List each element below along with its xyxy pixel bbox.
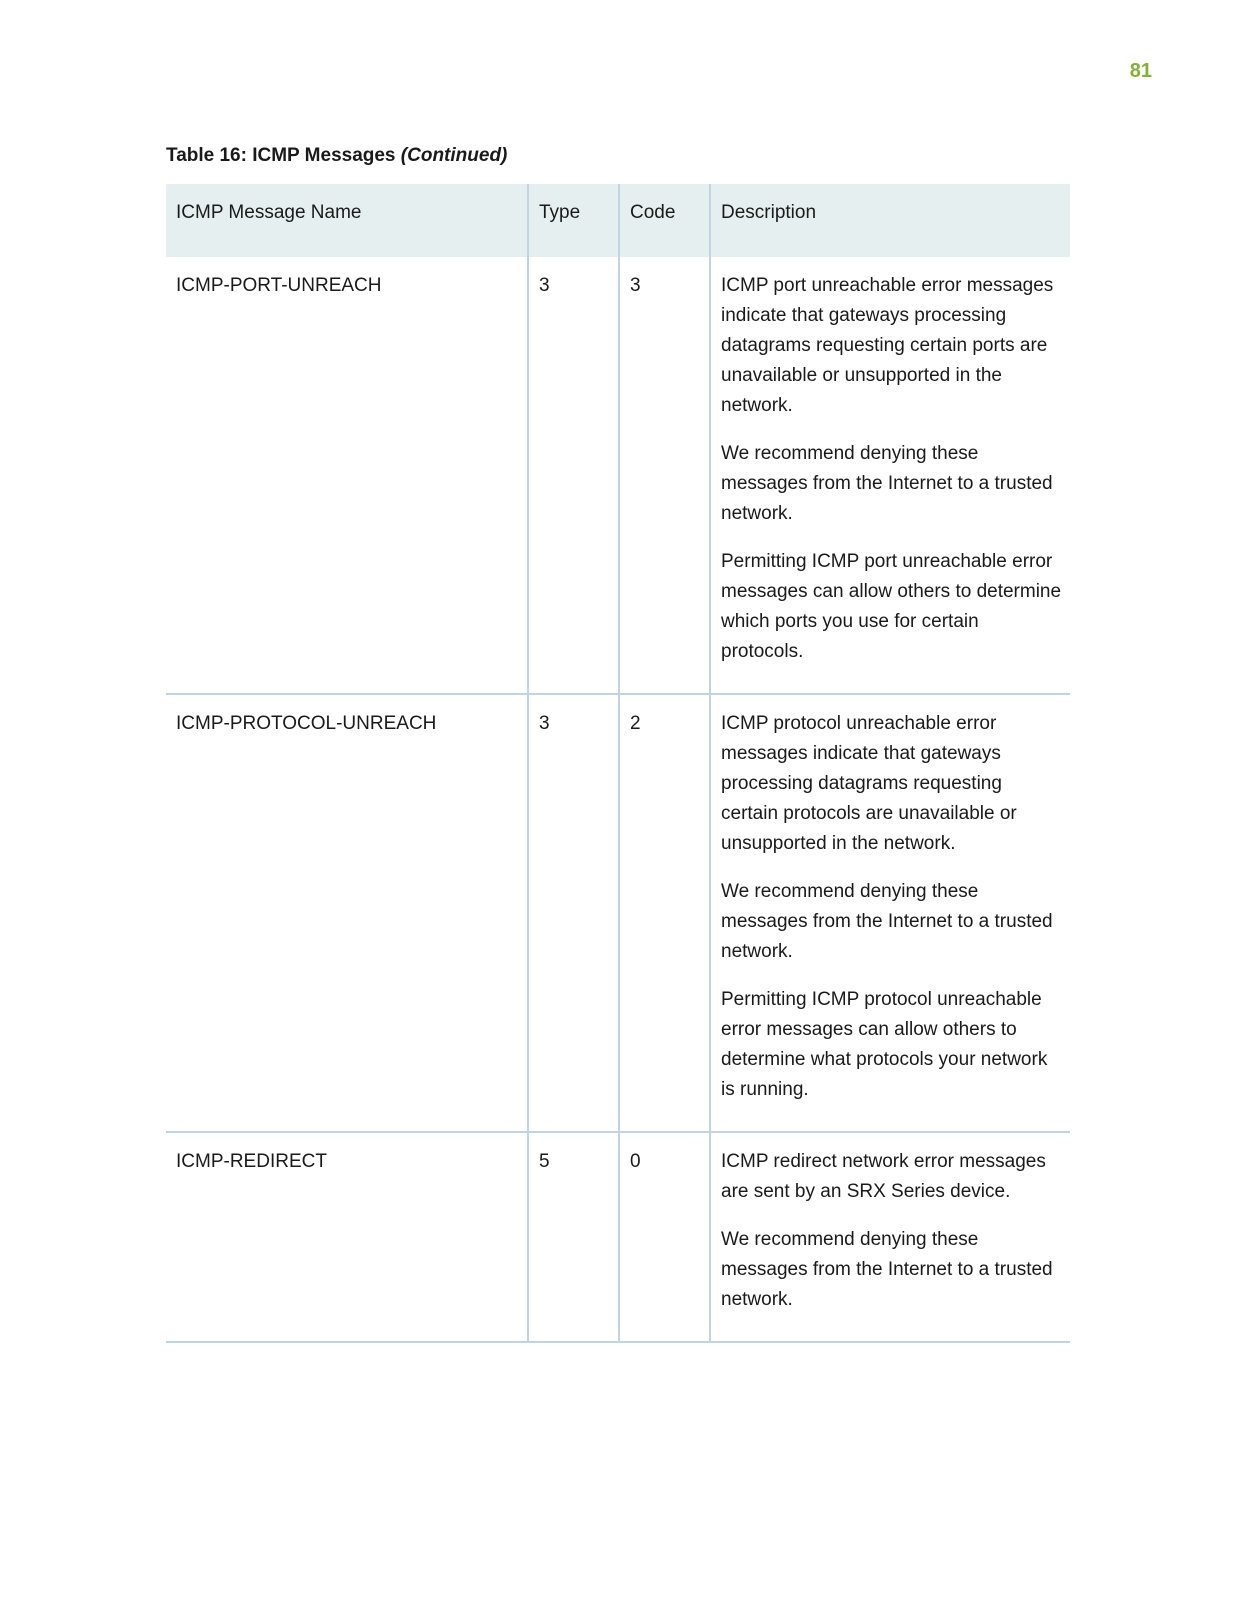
- description-paragraph: We recommend denying these messages from the Internet to a trusted network.: [721, 881, 1053, 962]
- code-cell: 3: [619, 257, 710, 694]
- column-header-type: Type: [528, 184, 619, 257]
- type-cell: 3: [528, 257, 619, 694]
- column-header-name: ICMP Message Name: [166, 184, 528, 257]
- code-cell: 0: [619, 1132, 710, 1342]
- type-cell: 5: [528, 1132, 619, 1342]
- message-name-cell: ICMP-REDIRECT: [166, 1132, 528, 1342]
- column-header-code: Code: [619, 184, 710, 257]
- code-cell: 2: [619, 694, 710, 1132]
- description-paragraph: ICMP protocol unreachable error messages indicate that gateways processing datagrams requesting certain protocols are unavailable or unsupported in the network.: [721, 713, 1017, 854]
- table-caption-continued: (Continued): [400, 145, 508, 166]
- type-cell: 3: [528, 694, 619, 1132]
- table-row: [166, 257, 1070, 694]
- icmp-messages-table: [166, 184, 1070, 1343]
- description-paragraph: ICMP port unreachable error messages indicate that gateways processing datagrams requesting certain ports are unavailable or unsupported in the network.: [721, 275, 1054, 416]
- description-cell: [710, 1132, 1070, 1342]
- table-caption-label: Table 16: ICMP Messages: [166, 145, 396, 166]
- page-number: 81: [1129, 60, 1152, 82]
- description-paragraph: We recommend denying these messages from the Internet to a trusted network.: [721, 443, 1053, 524]
- table-row: [166, 694, 1070, 1132]
- message-name-cell: ICMP-PROTOCOL-UNREACH: [166, 694, 528, 1132]
- description-cell: [710, 257, 1070, 694]
- column-header-description: Description: [710, 184, 1070, 257]
- description-paragraph: Permitting ICMP port unreachable error messages can allow others to determine which ports you use for certain protocols.: [721, 551, 1062, 662]
- description-paragraph: Permitting ICMP protocol unreachable error messages can allow others to determine what protocols your network is running.: [721, 989, 1048, 1100]
- table-caption: [166, 145, 507, 167]
- description-cell: [710, 694, 1070, 1132]
- table-row: [166, 1132, 1070, 1342]
- table-header-row: [166, 184, 1070, 257]
- message-name-cell: ICMP-PORT-UNREACH: [166, 257, 528, 694]
- description-paragraph: ICMP redirect network error messages are sent by an SRX Series device.: [721, 1151, 1046, 1202]
- description-paragraph: We recommend denying these messages from the Internet to a trusted network.: [721, 1229, 1053, 1310]
